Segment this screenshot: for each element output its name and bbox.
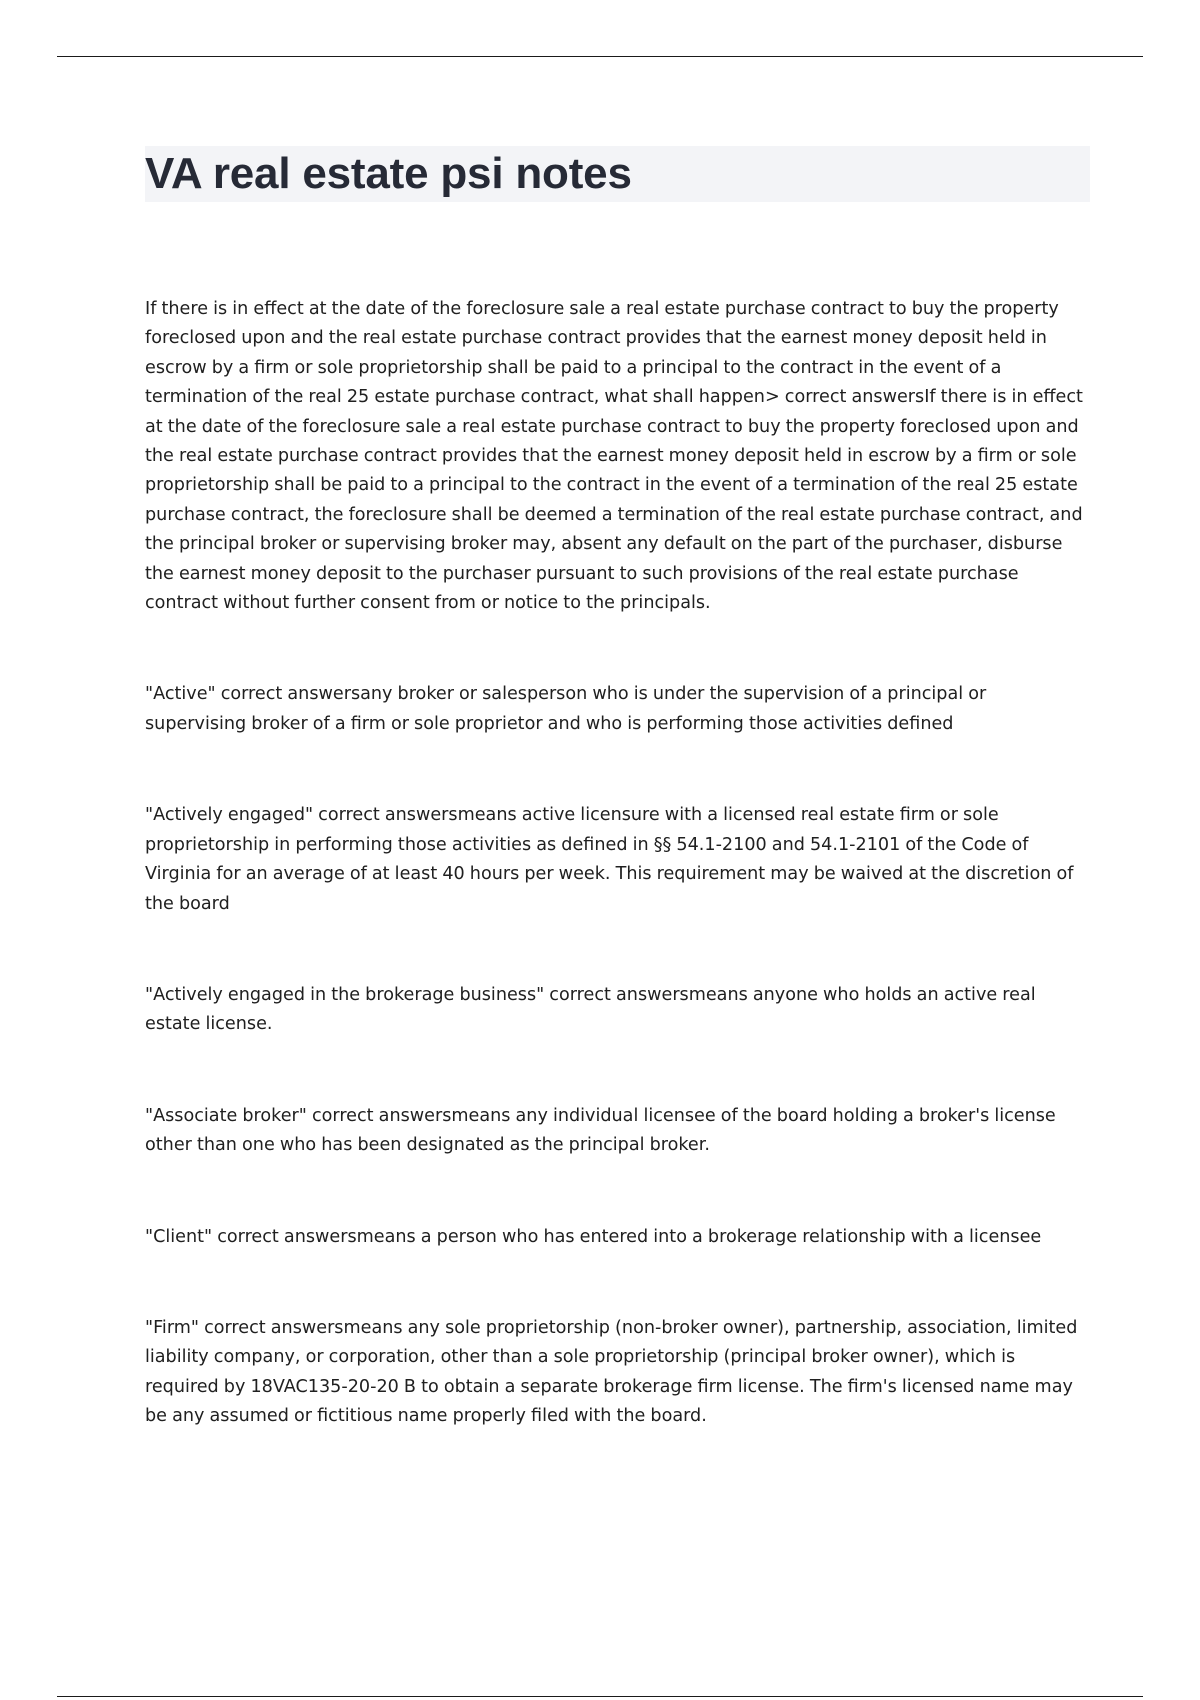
entry-associate-broker: "Associate broker" correct answersmeans any individual licensee of the board holding a broker's license other than one who has been designated as the principal broker. xyxy=(145,1105,1056,1156)
entry-list xyxy=(145,295,1090,1432)
page-title: VA real estate psi notes xyxy=(145,149,632,198)
entry-actively-engaged-brokerage: "Actively engaged in the brokerage business" correct answersmeans anyone who holds an active real estate license. xyxy=(145,984,1036,1035)
top-rule xyxy=(57,56,1143,57)
entry-client: "Client" correct answersmeans a person who has entered into a brokerage relationship with a licensee xyxy=(145,1226,1042,1247)
document-body xyxy=(145,146,1090,1494)
title-banner xyxy=(145,146,1090,202)
entry-foreclosure-contract: If there is in effect at the date of the foreclosure sale a real estate purchase contract to buy the property foreclosed upon and the real estate purchase contract provides that the earnest money deposit held in escrow by a firm or sole proprietorship shall be paid to a principal to the contract in the event of a termination of the real 25 estate purchase contract, what shall happen> correct answersIf there is in effect at the date of the foreclosure sale a real estate purchase contract to buy the property foreclosed upon and the real estate purchase contract provides that the earnest money deposit held in escrow by a firm or sole proprietorship shall be paid to a principal to the contract in the event of a termination of the real 25 estate purchase contract, the foreclosure shall be deemed a termination of the real estate purchase contract, and the principal broker or supervising broker may, absent any default on the part of the purchaser, disburse the earnest money deposit to the purchaser pursuant to such provisions of the real estate purchase contract without further consent from or notice to the principals. xyxy=(145,299,1083,614)
entry-firm: "Firm" correct answersmeans any sole proprietorship (non-broker owner), partnership, association, limited liability company, or corporation, other than a sole proprietorship (principal broker owner), which is required by 18VAC135-20-20 B to obtain a separate brokerage firm license. The firm's licensed name may be any assumed or fictitious name properly filed with the board. xyxy=(145,1317,1078,1427)
bottom-rule xyxy=(57,1696,1143,1697)
entry-active: "Active" correct answersany broker or salesperson who is under the supervision of a principal or supervising broker of a firm or sole proprietor and who is performing those activities defined xyxy=(145,684,987,734)
entry-actively-engaged: "Actively engaged" correct answersmeans active licensure with a licensed real estate firm or sole proprietorship in performing those activities as defined in §§ 54.1-2100 and 54.1-2101 of the Code of Virginia for an average of at least 40 hours per week. This requirement may be waived at the discretion of the board xyxy=(145,805,1074,914)
